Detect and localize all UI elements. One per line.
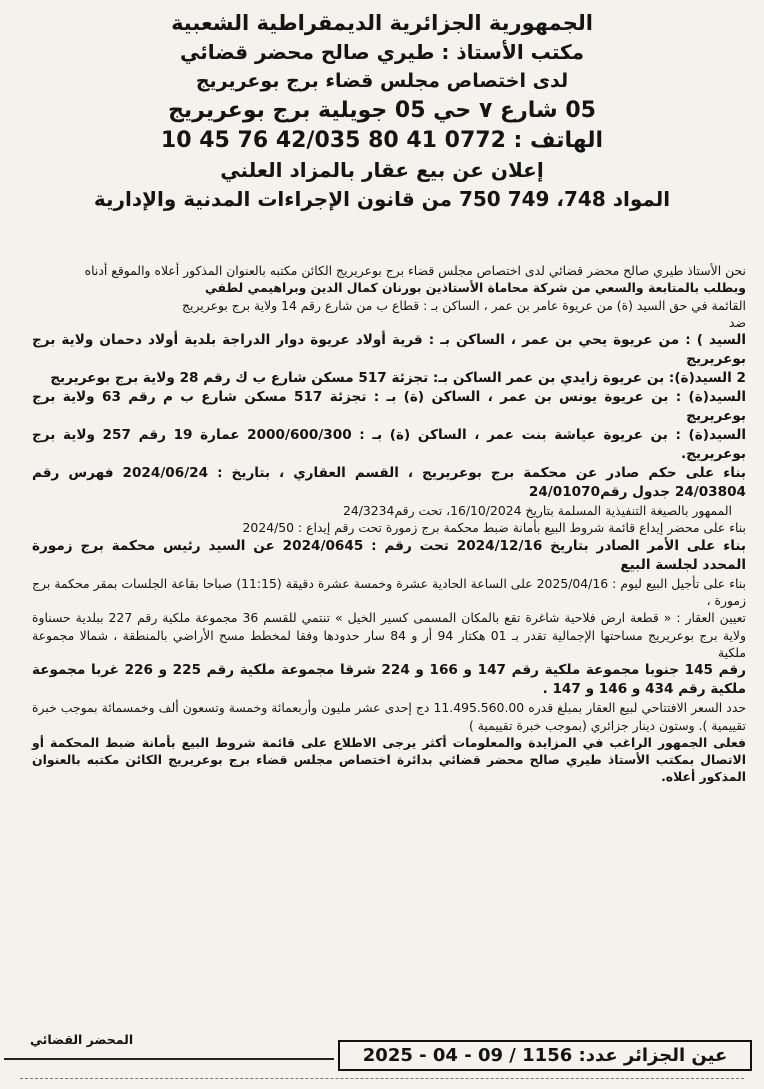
legal-articles-line: المواد 748، 749 750 من قانون الإجراءات المدنية والإدارية <box>93 187 671 211</box>
public-invitation-paragraph: فعلى الجمهور الراغب في المزايدة والمعلومات أكثر يرجى الاطلاع على قائمة شروط البيع بأمانة ضبط المحكمة أو الاتصال بمكتب الأستاذ طيري صالح محضر قضائي بدائرة اختصاص مجلس قضاء برج بوعريريج الكائن مكتبه بالعنوان المذكور أعلاه. <box>32 734 746 785</box>
republic-title: الجمهورية الجزائرية الديمقراطية الشعبية <box>171 11 593 35</box>
defendant-3: السيد(ة) : بن عريوة يونس بن عمر ، الساكن (ة) بـ : تجزئة 517 مسكن شارع ب م رقم 63 ولاية برج بوعريريج <box>32 389 746 425</box>
order-paragraph: بناء على الأمر الصادر بتاريخ 2024/12/16 تحت رقم : 2024/0645 عن السيد رئيس محكمة برج زمورة المحدد لجلسة البيع <box>32 537 746 573</box>
announcement-title: إعلان عن بيع عقار بالمزاد العلني <box>220 158 544 182</box>
judgment-paragraph: بناء على حكم صادر عن محكمة برج بوعريريج ، القسم العقاري ، بتاريخ : 2024/06/24 فهرس رقم 24/03804 جدول رقم24/01070 <box>32 465 746 501</box>
office-address: 05 شارع ٧ حي 05 جويلية برج بوعريريج <box>168 98 596 123</box>
executive-formula-paragraph: الممهور بالصيغة التنفيذية المسلمة بتاريخ 16/10/2024، تحت رقم24/3234 <box>342 503 732 519</box>
bailiff-signature: المحضر القضائي <box>30 1032 134 1047</box>
defendant-4: السيد(ة) : بن عريوة عياشة بنت عمر ، الساكن (ة) بـ : 2000/600/300 عمارة 19 رقم 257 ولاية برج بوعريريج. <box>32 427 746 463</box>
jurisdiction-line: لدى اختصاص مجلس قضاء برج بوعريريج <box>195 70 569 92</box>
office-phone: الهاتف : 0772 41 80 42/035 76 45 10 <box>160 128 604 153</box>
opening-price-paragraph: حدد السعر الافتتاحي لبيع العقار بمبلغ قدره 11.495.560.00 دج إحدى عشر مليون وأربعمائة وخمسة وتسعون ألف وخمسمائة بموجب خبرة تقييمية ). وستون دينار جزائري (بموجب خبرة تقييمية ) <box>32 700 746 733</box>
newspaper-issue-box: عين الجزائر عدد: 1156 / 09 - 04 - 2025 <box>338 1040 752 1071</box>
footer-divider <box>4 1058 334 1060</box>
requester-paragraph: وبطلب بالمتابعة والسعي من شركة محاماة الأستاذين بورنان كمال الدين وبراهيمي لطفي <box>205 280 746 296</box>
defendant-1: السيد ) : من عريوة يحي بن عمر ، الساكن بـ : قرية أولاد عريوة دوار الدراجة بلدية أولاد دحمان ولاية برج بوعريريج <box>32 332 746 368</box>
notice-header <box>0 0 764 214</box>
defendant-2: 2 السيد(ة): بن عريوة زايدي بن عمر الساكن بـ: تجزئة 517 مسكن شارع ب ك رقم 28 ولاية برج بوعريريج <box>50 370 746 387</box>
property-boundaries: رقم 145 جنوبا مجموعة ملكية رقم 147 و 166 و 224 شرقا مجموعة ملكية رقم 225 و 226 غربا مجموعة ملكية رقم 434 و 146 و 147 . <box>32 662 747 698</box>
property-description: تعيين العقار : « قطعة ارض فلاحية شاغرة تقع بالمكان المسمى كسير الخيل » تنتمي للقسم 36 مجموعة ملكية رقم 227 ببلدية حسناوة ولاية برج بوعريريج مساحتها الإجمالية تقدر بـ 01 هكتار 94 أر و 84 سار حدودها وفقا لمخطط مسح الأراضي بالمنطقة ، شمالا مجموعة ملكية <box>32 610 746 660</box>
notice-body <box>32 262 746 786</box>
bottom-rule <box>20 1078 744 1080</box>
claimant-paragraph: القائمة في حق السيد (ة) من عريوة عامر بن عمر ، الساكن بـ : قطاع ب من شارع رقم 14 ولاية برج بوعريريج <box>182 297 746 313</box>
deposit-paragraph: بناء على محضر إيداع قائمة شروط البيع بأمانة ضبط محكمة برج زمورة تحت رقم إيداع : 2024/50 <box>242 520 746 536</box>
postponement-paragraph: بناء على تأجيل البيع ليوم : 2025/04/16 على الساعة الحادية عشرة وخمسة عشرة دقيقة (11:15) صباحا بقاعة الجلسات بمقر محكمة برج زمورة ، <box>32 575 746 609</box>
intro-paragraph: نحن الأستاذ طيري صالح محضر قضائي لدى اختصاص مجلس قضاء برج بوعريريج الكائن مكتبه بالعنوان المذكور أعلاه والموقع أدناه <box>84 263 746 278</box>
against-label: ضد <box>728 314 746 330</box>
office-title: مكتب الأستاذ : طيري صالح محضر قضائي <box>179 40 584 64</box>
